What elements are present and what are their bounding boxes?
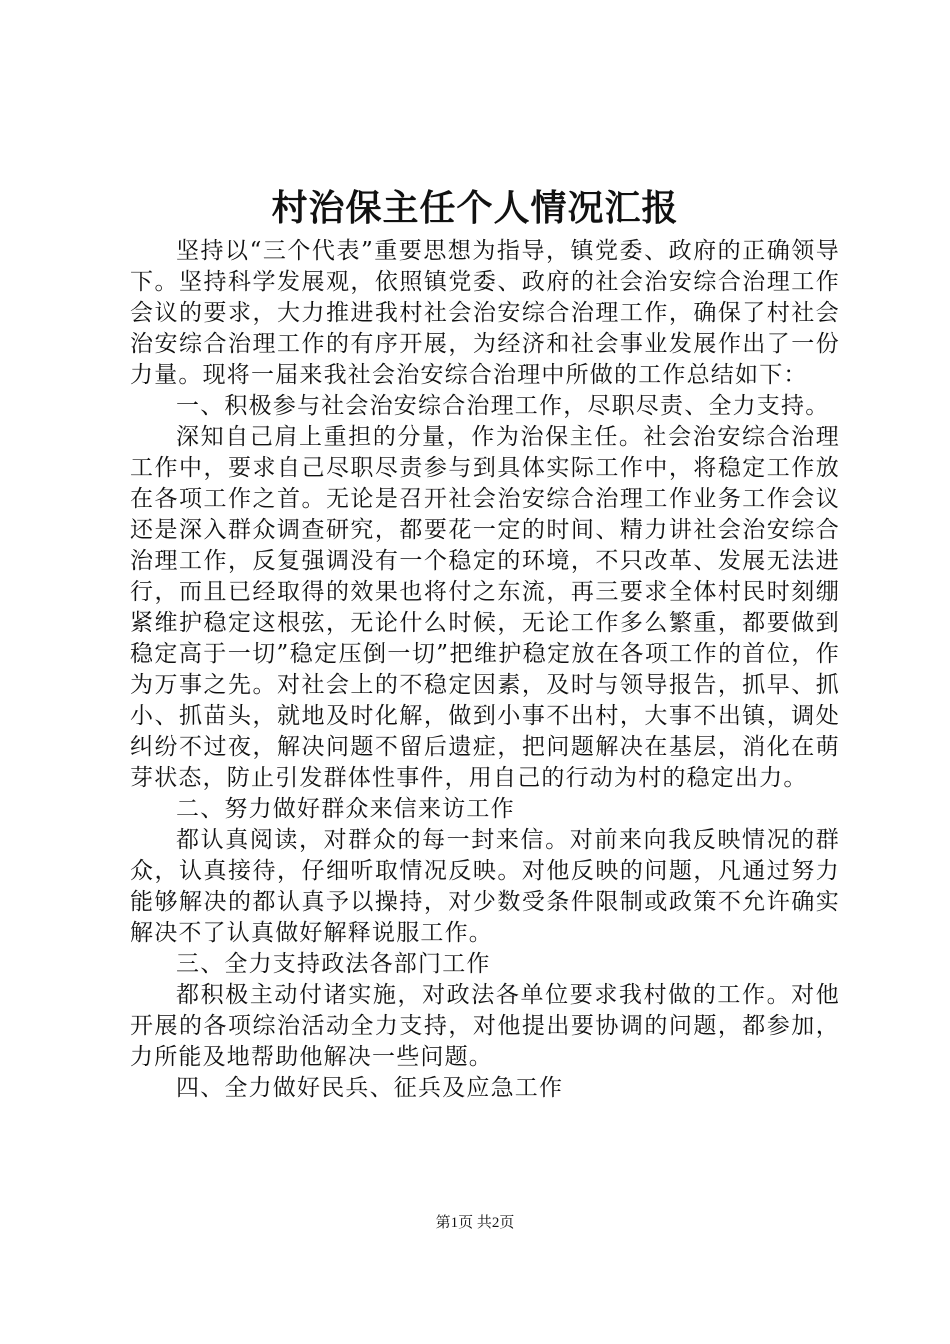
section-heading-2: 二、努力做好群众来信来访工作: [176, 796, 515, 822]
paragraph-section-2: 都认真阅读，对群众的每一封来信。对前来向我反映情况的群众，认真接待，仔细听取情况反映。对他反映的问题，凡通过努力能够解决的都认真予以操持，对少数受条件限制或政策不允许确实解决不了认真做好解释说服工作。: [130, 827, 840, 946]
paragraph-intro: 坚持以“三个代表”重要思想为指导，镇党委、政府的正确领导下。坚持科学发展观，依照镇党委、政府的社会治安综合治理工作会议的要求，大力推进我村社会治安综合治理工作，确保了村社会治安综合治理工作的有序开展，为经济和社会事业发展作出了一份力量。现将一届来我社会治安综合治理中所做的工作总结如下：: [130, 238, 840, 388]
page-number-footer: 第1页 共2页: [435, 1215, 515, 1231]
section-heading-4: 四、全力做好民兵、征兵及应急工作: [176, 1075, 564, 1101]
section-heading-3: 三、全力支持政法各部门工作: [176, 951, 491, 977]
document-title: 村治保主任个人情况汇报: [271, 187, 679, 229]
paragraph-section-3: 都积极主动付诸实施，对政法各单位要求我村做的工作。对他开展的各项综治活动全力支持，对他提出要协调的问题，都参加，力所能及地帮助他解决一些问题。: [130, 982, 840, 1070]
document-body: [130, 236, 840, 1104]
paragraph-section-1: 深知自己肩上重担的分量，作为治保主任。社会治安综合治理工作中，要求自己尽职尽责参与到具体实际工作中，将稳定工作放在各项工作之首。无论是召开社会治安综合治理工作业务工作会议还是深入群众调查研究，都要花一定的时间、精力讲社会治安综合治理工作，反复强调没有一个稳定的环境，不只改革、发展无法进行，而且已经取得的效果也将付之东流，再三要求全体村民时刻绷紧维护稳定这根弦，无论什么时候，无论工作多么繁重，都要做到稳定高于一切”稳定压倒一切”把维护稳定放在各项工作的首位，作为万事之先。对社会上的不稳定因素，及时与领导报告，抓早、抓小、抓苗头，就地及时化解，做到小事不出村，大事不出镇，调处纠纷不过夜，解决问题不留后遗症，把问题解决在基层，消化在萌芽状态，防止引发群体性事件，用自己的行动为村的稳定出力。: [130, 424, 840, 791]
section-heading-1: 一、积极参与社会治安综合治理工作，尽职尽责、全力支持。: [176, 393, 830, 419]
